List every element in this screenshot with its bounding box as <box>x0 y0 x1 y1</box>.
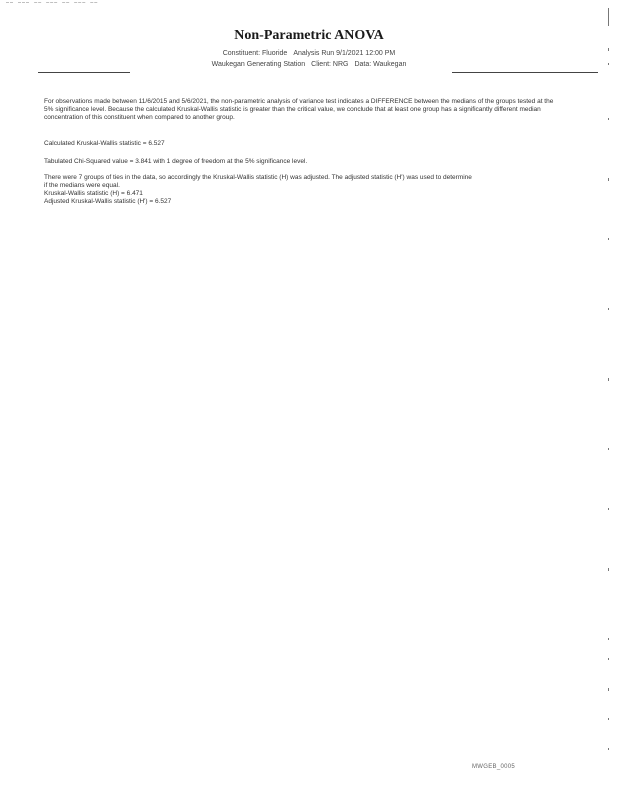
ties-note-line-1: There were 7 groups of ties in the data, so accordingly the Kruskal-Wallis statistic (H) was adjusted. The adjusted statistic (H') was used to determine <box>44 174 472 181</box>
header-rule-left <box>38 72 130 73</box>
scan-edge-marks <box>608 8 612 778</box>
document-id-stamp: MWGEB_0005 <box>472 764 516 770</box>
scan-artifact-text: —— ——— —— ——— —— ——— —— <box>6 0 99 6</box>
conclusion-paragraph: For observations made between 11/6/2015 and 5/6/2021, the non-parametric analysis of variance test indicates a DIFFERENCE between the medians of the groups tested at the 5% significance level. Because the calculated Kruskal-Wallis statistic is greater than the critical value, we conclude that at least one group has a significantly different median concentration of this constituent when compared to another group. <box>44 98 554 121</box>
site-label: Waukegan Generating Station <box>211 61 306 68</box>
page-title: Non-Parametric ANOVA <box>234 28 384 43</box>
subtitle-site-line <box>0 61 618 68</box>
calculated-statistic-line: Calculated Kruskal-Wallis statistic = 6.527 <box>44 140 165 147</box>
header-rule-right <box>452 72 598 73</box>
kw-statistic-line: Kruskal-Wallis statistic (H) = 6.471 <box>44 190 143 197</box>
tabulated-statistic-line: Tabulated Chi-Squared value = 3.841 with 1 degree of freedom at the 5% significance level. <box>44 158 308 165</box>
subtitle-constituent-line <box>0 50 618 57</box>
data-label: Data: Waukegan <box>354 61 407 68</box>
report-body <box>44 98 564 206</box>
client-label: Client: NRG <box>311 61 349 68</box>
analysis-run-label: Analysis Run 9/1/2021 12:00 PM <box>293 50 396 57</box>
ties-note-line-2: if the medians were equal. <box>44 182 120 189</box>
constituent-label: Constituent: Fluoride <box>222 50 288 57</box>
adjusted-kw-statistic-line: Adjusted Kruskal-Wallis statistic (H') = 6.527 <box>44 198 172 205</box>
